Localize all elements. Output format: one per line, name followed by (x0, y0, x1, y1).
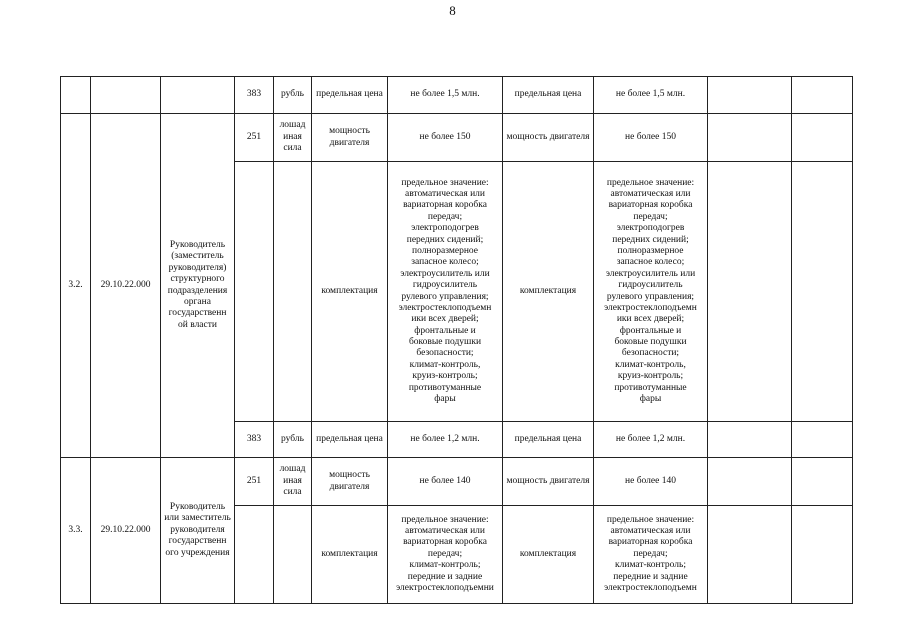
equipment-line: электростеклоподъемни (396, 582, 494, 593)
equipment-line: предельное значение: (401, 177, 489, 188)
unit-code-cell: 251 (235, 458, 274, 506)
number-cell (61, 77, 91, 114)
equipment-line: климат-контроль; (409, 560, 481, 571)
characteristic-cell: мощность двигателя (312, 114, 388, 162)
characteristic-cell: предельная цена (312, 77, 388, 114)
okpd-cell: 29.10.22.000 (91, 458, 161, 604)
equipment-line: автоматическая или (404, 526, 485, 537)
empty-cell (792, 77, 853, 114)
equipment-line: климат-контроль; (615, 560, 686, 571)
equipment-line: фары (639, 394, 662, 405)
value-cell: не более 150 (388, 114, 503, 162)
empty-cell (708, 506, 792, 604)
unit-name-cell (274, 162, 312, 422)
equipment-line: полноразмерное (617, 245, 684, 256)
equipment-line: круиз-контроль; (412, 371, 478, 382)
table-row (61, 458, 853, 506)
equipment-list-cell (594, 506, 708, 604)
value-cell: не более 1,2 млн. (594, 422, 708, 458)
table-row (61, 77, 853, 114)
unit-code-cell (235, 506, 274, 604)
equipment-line: вариаторная коробка (403, 200, 487, 211)
vehicle-requirements-table (60, 76, 853, 604)
empty-cell (708, 162, 792, 422)
equipment-line: фронтальные и (619, 325, 682, 336)
empty-cell (708, 114, 792, 162)
characteristic-cell: комплектация (312, 162, 388, 422)
equipment-line: передач; (427, 548, 463, 559)
equipment-line: круиз-контроль; (617, 371, 684, 382)
equipment-list-cell (388, 162, 503, 422)
unit-code-cell: 251 (235, 114, 274, 162)
equipment-line: фары (434, 394, 456, 405)
number-cell: 3.3. (61, 458, 91, 604)
empty-cell (792, 422, 853, 458)
equipment-line: рулевого управления; (401, 291, 489, 302)
equipment-line: вариаторная коробка (608, 537, 693, 548)
characteristic-cell: предельная цена (503, 77, 594, 114)
page-number: 8 (449, 3, 456, 18)
empty-cell (792, 162, 853, 422)
equipment-line: рулевого управления; (606, 291, 695, 302)
characteristic-cell: предельная цена (503, 422, 594, 458)
equipment-line: автоматическая или (610, 526, 691, 537)
equipment-line: электроподогрев (411, 223, 479, 234)
value-cell: не более 1,5 млн. (388, 77, 503, 114)
equipment-line: безопасности; (416, 348, 474, 359)
value-cell: не более 1,2 млн. (388, 422, 503, 458)
equipment-line: передних сидений; (406, 234, 484, 245)
characteristic-cell: комплектация (312, 506, 388, 604)
position-cell: Руководитель (заместитель руководителя) структурного подразделения органа государственн ой власти (161, 114, 235, 458)
equipment-line: электроусилитель или (605, 268, 696, 279)
equipment-line: предельное значение: (606, 177, 695, 188)
equipment-line: электростеклоподъемн (398, 302, 492, 313)
unit-code-cell: 383 (235, 422, 274, 458)
equipment-line: передних сидений; (612, 234, 689, 245)
equipment-line: предельное значение: (401, 514, 489, 525)
equipment-list-cell (594, 162, 708, 422)
empty-cell (792, 114, 853, 162)
table-row (61, 114, 853, 162)
equipment-line: передач; (633, 211, 668, 222)
empty-cell (708, 77, 792, 114)
value-cell: не более 1,5 млн. (594, 77, 708, 114)
characteristic-cell: мощность двигателя (312, 458, 388, 506)
characteristic-cell: комплектация (503, 506, 594, 604)
equipment-line: автоматическая или (610, 188, 691, 199)
okpd-cell: 29.10.22.000 (91, 114, 161, 458)
equipment-line: передач; (427, 211, 463, 222)
empty-cell (792, 506, 853, 604)
characteristic-cell: мощность двигателя (503, 458, 594, 506)
value-cell: не более 150 (594, 114, 708, 162)
unit-code-cell: 383 (235, 77, 274, 114)
equipment-line: электроподогрев (616, 223, 685, 234)
equipment-line: передние и задние (407, 571, 483, 582)
empty-cell (708, 458, 792, 506)
equipment-line: ики всех дверей; (411, 314, 479, 325)
characteristic-cell: предельная цена (312, 422, 388, 458)
unit-code-cell (235, 162, 274, 422)
equipment-line: передние и задние (613, 571, 688, 582)
empty-cell (792, 458, 853, 506)
unit-name-cell (274, 506, 312, 604)
equipment-line: гидроусилитель (618, 280, 683, 291)
equipment-line: передач; (633, 548, 668, 559)
equipment-line: боковые подушки (408, 337, 482, 348)
equipment-line: фронтальные и (414, 325, 476, 336)
unit-name-cell: лошад иная сила (274, 458, 312, 506)
equipment-line: безопасности; (621, 348, 680, 359)
equipment-line: противотуманные (408, 382, 482, 393)
empty-cell (708, 422, 792, 458)
equipment-line: климат-контроль, (409, 359, 481, 370)
equipment-line: запасное колесо; (411, 257, 479, 268)
equipment-line: боковые подушки (614, 337, 687, 348)
equipment-line: ики всех дверей; (616, 314, 685, 325)
equipment-line: запасное колесо; (616, 257, 685, 268)
equipment-line: электростеклоподъемн (604, 582, 697, 593)
equipment-line: гидроусилитель (412, 280, 478, 291)
okpd-cell (91, 77, 161, 114)
position-cell (161, 77, 235, 114)
equipment-line: автоматическая или (404, 188, 485, 199)
unit-name-cell: рубль (274, 422, 312, 458)
unit-name-cell: лошад иная сила (274, 114, 312, 162)
equipment-line: электростеклоподъемн (604, 302, 697, 313)
value-cell: не более 140 (594, 458, 708, 506)
number-cell: 3.2. (61, 114, 91, 458)
position-cell: Руководитель или заместитель руководителя государственн ого учреждения (161, 458, 235, 604)
equipment-line: вариаторная коробка (608, 200, 693, 211)
equipment-line: вариаторная коробка (403, 537, 487, 548)
characteristic-cell: мощность двигателя (503, 114, 594, 162)
equipment-line: противотуманные (614, 382, 687, 393)
characteristic-cell: комплектация (503, 162, 594, 422)
equipment-line: полноразмерное (411, 245, 478, 256)
equipment-line: климат-контроль, (615, 359, 686, 370)
value-cell: не более 140 (388, 458, 503, 506)
equipment-line: предельное значение: (606, 514, 695, 525)
equipment-line: электроусилитель или (400, 268, 490, 279)
unit-name-cell: рубль (274, 77, 312, 114)
equipment-list-cell (388, 506, 503, 604)
